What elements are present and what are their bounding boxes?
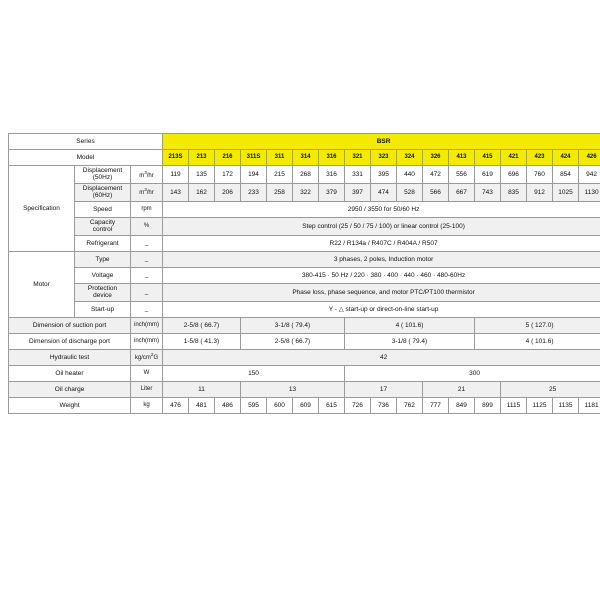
model-cell: 316 [319, 150, 345, 166]
data-cell: 1181 [579, 397, 600, 413]
unit-cell: $m^3/hr$ [131, 183, 163, 201]
unit-cell: _ [131, 251, 163, 267]
row-label-speed: Speed [75, 201, 131, 217]
model-cell: 424 [553, 150, 579, 166]
model-cell: 213 [189, 150, 215, 166]
data-cell: 595 [241, 397, 267, 413]
group-motor: Motor [9, 251, 75, 317]
merged-value: Y - △ start-up or direct-on-line start-up [163, 301, 600, 317]
data-cell: 760 [527, 166, 553, 184]
data-cell: 899 [475, 397, 501, 413]
data-cell: 476 [163, 397, 189, 413]
table-row-speed [9, 201, 600, 217]
row-label-protection-device: Protection device [75, 283, 131, 301]
unit-cell: _ [131, 235, 163, 251]
data-cell: 777 [423, 397, 449, 413]
row-label-discharge-port: Dimension of discharge port [9, 333, 131, 349]
data-cell: 762 [397, 397, 423, 413]
row-label-displacement-60hz: Displacement (60Hz) [75, 183, 131, 201]
data-cell: 194 [241, 166, 267, 184]
row-label-oil-heater: Oil heater [9, 365, 131, 381]
data-cell: 162 [189, 183, 215, 201]
table-row-displacement-60hz [9, 183, 600, 201]
data-cell: 206 [215, 183, 241, 201]
data-cell: 942 [579, 166, 600, 184]
row-label-suction-port: Dimension of suction port [9, 317, 131, 333]
data-cell: 743 [475, 183, 501, 201]
data-cell: 696 [501, 166, 527, 184]
merged-value: Phase loss, phase sequence, and motor PTC/PT100 thermistor [163, 283, 600, 301]
unit-cell: _ [131, 283, 163, 301]
model-cell: 311S [241, 150, 267, 166]
series-label: Series [9, 134, 163, 150]
model-cell: 426 [579, 150, 600, 166]
model-label: Model [9, 150, 163, 166]
table-row-series [9, 134, 600, 150]
unit-cell: Liter [131, 381, 163, 397]
series-value: BSR [163, 134, 600, 150]
data-cell: 268 [293, 166, 319, 184]
merged-value: 2-5/8 ( 66.7) [163, 317, 241, 333]
model-cell: 326 [423, 150, 449, 166]
data-cell: 322 [293, 183, 319, 201]
model-cell: 216 [215, 150, 241, 166]
merged-value: 17 [345, 381, 423, 397]
merged-value: R22 / R134a / R407C / R404A / R507 [163, 235, 600, 251]
model-cell: 321 [345, 150, 371, 166]
row-label-type: Type [75, 251, 131, 267]
table-row-motor-type [9, 251, 600, 267]
data-cell: 854 [553, 166, 579, 184]
data-cell: 397 [345, 183, 371, 201]
data-cell: 849 [449, 397, 475, 413]
table-row-oil-heater [9, 365, 600, 381]
row-label-voltage: Voltage [75, 267, 131, 283]
unit-cell: _ [131, 267, 163, 283]
data-cell: 486 [215, 397, 241, 413]
model-cell: 324 [397, 150, 423, 166]
data-cell: 474 [371, 183, 397, 201]
merged-value: 380-415 · 50 Hz / 220 · 380 · 400 · 440 · 460 · 480-60Hz [163, 267, 600, 283]
table-row-weight [9, 397, 600, 413]
group-specification: Specification [9, 166, 75, 252]
data-cell: 615 [319, 397, 345, 413]
data-cell: 135 [189, 166, 215, 184]
data-cell: 331 [345, 166, 371, 184]
table-row-discharge-port [9, 333, 600, 349]
table-row-model [9, 150, 600, 166]
data-cell: 316 [319, 166, 345, 184]
unit-cell: $m^3/hr$ [131, 166, 163, 184]
unit-cell: W [131, 365, 163, 381]
merged-value: 4 ( 101.6) [345, 317, 475, 333]
data-cell: 619 [475, 166, 501, 184]
table-row-suction-port [9, 317, 600, 333]
merged-value: 2-5/8 ( 66.7) [241, 333, 345, 349]
table-row-displacement-50hz [9, 166, 600, 184]
unit-cell: $kg/cm^2G$ [131, 349, 163, 365]
merged-value: 3-1/8 ( 79.4) [241, 317, 345, 333]
table-row-protection-device [9, 283, 600, 301]
data-cell: 172 [215, 166, 241, 184]
model-cell: 213S [163, 150, 189, 166]
data-cell: 1125 [527, 397, 553, 413]
model-cell: 415 [475, 150, 501, 166]
merged-value: 3-1/8 ( 79.4) [345, 333, 475, 349]
table-row-oil-charge [9, 381, 600, 397]
data-cell: 736 [371, 397, 397, 413]
row-label-displacement-50hz: Displacement (50Hz) [75, 166, 131, 184]
unit-cell: % [131, 217, 163, 235]
data-cell: 667 [449, 183, 475, 201]
unit-cell: kg [131, 397, 163, 413]
merged-value: 5 ( 127.0) [475, 317, 600, 333]
merged-value: 21 [423, 381, 501, 397]
data-cell: 912 [527, 183, 553, 201]
data-cell: 528 [397, 183, 423, 201]
model-cell: 311 [267, 150, 293, 166]
merged-value: Step control (25 / 50 / 75 / 100) or linear control (25-100) [163, 217, 600, 235]
data-cell: 1135 [553, 397, 579, 413]
merged-value: 300 [345, 365, 600, 381]
table-row-hydraulic-test [9, 349, 600, 365]
data-cell: 215 [267, 166, 293, 184]
data-cell: 258 [267, 183, 293, 201]
data-cell: 556 [449, 166, 475, 184]
merged-value: 11 [163, 381, 241, 397]
data-cell: 1025 [553, 183, 579, 201]
data-cell: 609 [293, 397, 319, 413]
row-label-capacity-control: Capacity control [75, 217, 131, 235]
model-cell: 314 [293, 150, 319, 166]
merged-value: 4 ( 101.6) [475, 333, 600, 349]
data-cell: 481 [189, 397, 215, 413]
data-cell: 379 [319, 183, 345, 201]
data-cell: 472 [423, 166, 449, 184]
row-label-refrigerant: Refrigerant [75, 235, 131, 251]
row-label-weight: Weight [9, 397, 131, 413]
merged-value: 3 phases, 2 poles, Induction motor [163, 251, 600, 267]
merged-value: 25 [501, 381, 600, 397]
table-row-capacity-control [9, 217, 600, 235]
unit-cell: inch(mm) [131, 317, 163, 333]
merged-value: 42 [163, 349, 600, 365]
data-cell: 835 [501, 183, 527, 201]
data-cell: 143 [163, 183, 189, 201]
data-cell: 1130 [579, 183, 600, 201]
table-row-refrigerant [9, 235, 600, 251]
data-cell: 1115 [501, 397, 527, 413]
merged-value: 2950 / 3550 for 50/60 Hz [163, 201, 600, 217]
row-label-hydraulic-test: Hydraulic test [9, 349, 131, 365]
unit-cell: inch(mm) [131, 333, 163, 349]
data-cell: 566 [423, 183, 449, 201]
unit-cell: _ [131, 301, 163, 317]
table-row-startup [9, 301, 600, 317]
table-row-voltage [9, 267, 600, 283]
data-cell: 233 [241, 183, 267, 201]
row-label-startup: Start-up [75, 301, 131, 317]
model-cell: 413 [449, 150, 475, 166]
data-cell: 726 [345, 397, 371, 413]
data-cell: 119 [163, 166, 189, 184]
data-cell: 395 [371, 166, 397, 184]
merged-value: 150 [163, 365, 345, 381]
row-label-oil-charge: Oil charge [9, 381, 131, 397]
merged-value: 13 [241, 381, 345, 397]
model-cell: 421 [501, 150, 527, 166]
model-cell: 323 [371, 150, 397, 166]
spec-sheet [8, 133, 599, 414]
merged-value: 1-5/8 ( 41.3) [163, 333, 241, 349]
data-cell: 600 [267, 397, 293, 413]
model-cell: 423 [527, 150, 553, 166]
data-cell: 440 [397, 166, 423, 184]
unit-cell: rpm [131, 201, 163, 217]
specification-table [8, 133, 600, 414]
